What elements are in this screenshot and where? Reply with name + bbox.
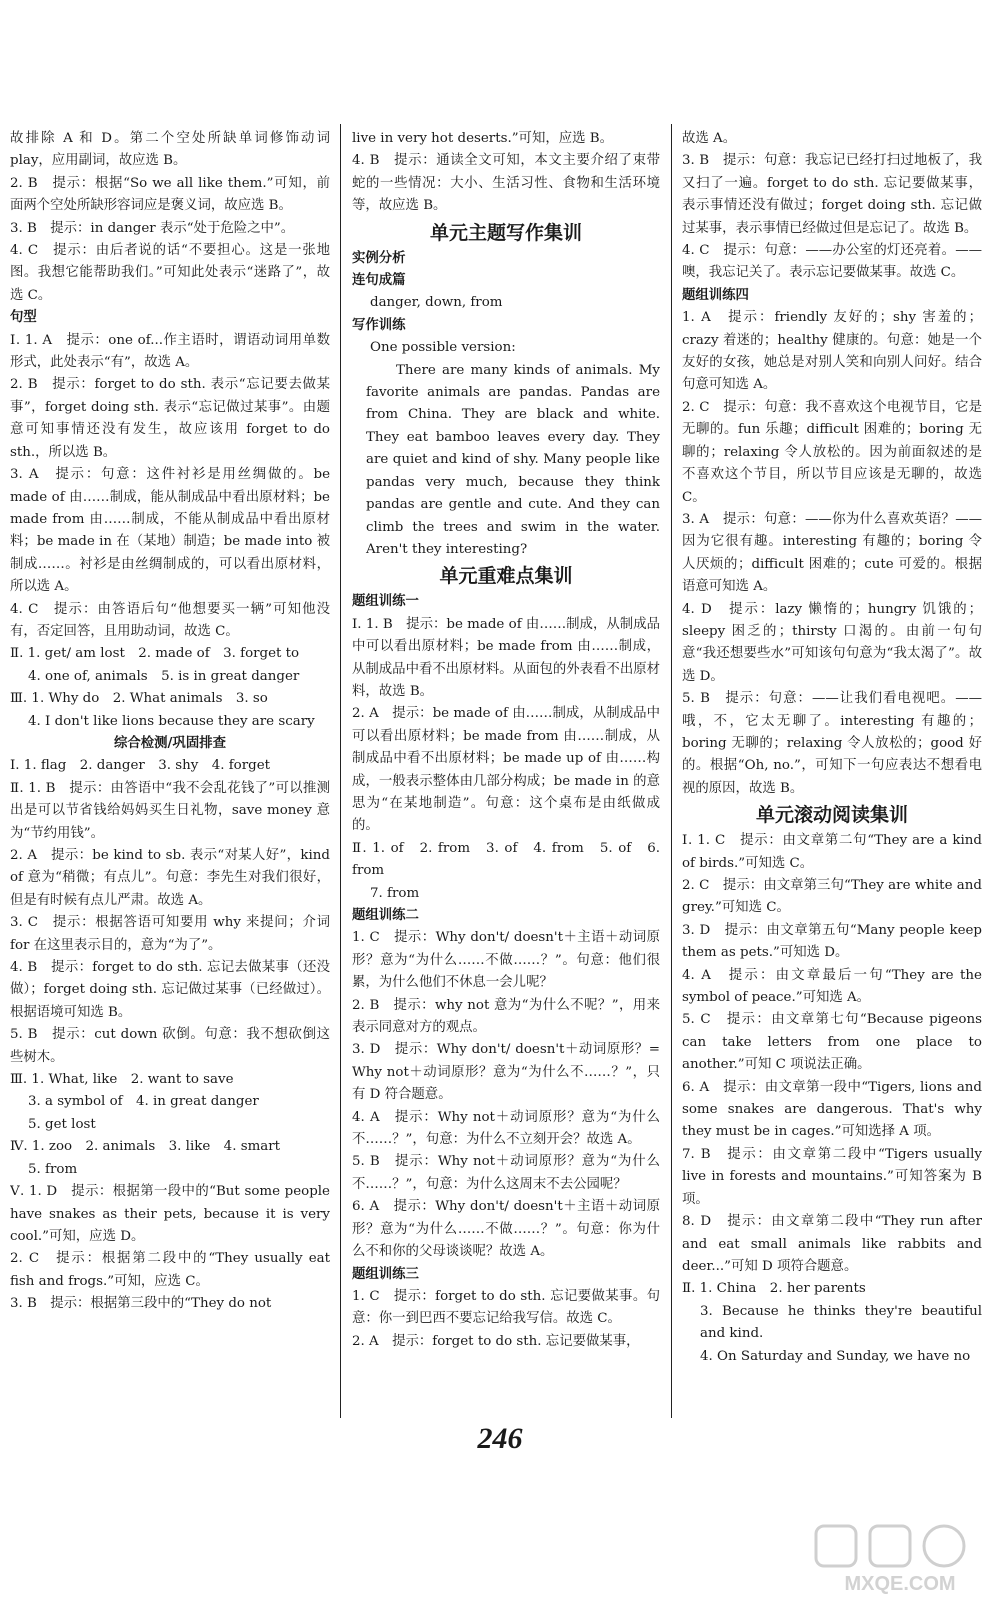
answer-item: Ⅱ. 1. of 2. from 3. of 4. from 5. of 6. from [352,840,660,879]
answer-line: 5. get lost [28,1116,96,1132]
column-left [10,128,330,1418]
answer-item: Ⅱ. 1. get/ am lost 2. made of 3. forget to [10,646,300,662]
answer-line: 7. from [370,885,420,901]
answer-line: danger, down, from [370,295,503,311]
answer-item: Ⅰ. 1. flag 2. danger 3. shy 4. forget [10,758,271,774]
column-middle [352,128,660,1418]
answer-line: 5. from [28,1161,78,1177]
answer-item: 3. D 提示：Why don't/ doesn't＋动词原形？= Why not＋动词原形？意为“为什么不……？”，只有 D 符合题意。 [352,1042,660,1103]
answer-item: 3. A 提示：句意：这件衬衫是用丝绸做的。be made of 由……制成，能从制成品中看出原材料；be made from 由……制成，不能从制成品中看出原材料；be made in 在（某地）制造；be made into 被制成……。衬衫是由丝绸制成的，可以看出原材料，所以选 A。 [10,467,330,595]
answer-item: 4. C 提示：由答语后句“他想要买一辆”可知他没有，否定回答，且用助动词，故选 C。 [10,601,330,639]
section-heading: 句型 [10,310,37,326]
answer-item: 2. B 提示：forget to do sth. 表示“忘记要去做某事”，forget doing sth. 表示“忘记做过某事”。由题意可知事情还没有发生，故应该用 forget to do sth.，所以选 B。 [10,377,330,460]
section-heading: 实例分析 [352,250,406,266]
answer-item: Ⅴ. 1. D 提示：根据第一段中的“But some people have snakes as their pets, because it is very cool.”可知，应选 D。 [10,1184,330,1244]
answer-item: 6. A 提示：由文章第一段中“Tigers, lions and some snakes are dangerous. That's why they must be in cages.”可知选择 A 项。 [682,1079,982,1140]
answer-item: 2. C 提示：句意：我不喜欢这个电视节目，它是无聊的。fun 乐趣；difficult 困难的；boring 无聊的；relaxing 令人放松的。因为前面叙述的是不喜欢这个节目，所以节目应该是无聊的，故选 C。 [682,399,982,505]
answer-item: 5. B 提示：句意：——让我们看电视吧。——哦，不，它太无聊了。interesting 有趣的；boring 无聊的；relaxing 令人放松的；good 好的。根据“Oh, no.”，可知下一句应表达不想看电视的原因，故选 B。 [682,691,982,796]
watermark-text: MXQE.COM [844,1573,956,1595]
answer-item: 6. A 提示：Why don't/ doesn't＋主语＋动词原形？意为“为什么……不做……？”。句意：你为什么不和你的父母谈谈呢？故选 A。 [352,1199,660,1260]
answer-item: 8. D 提示：由文章第二段中“They run after and eat small animals like rabbits and deer...”可知 D 项符合题意。 [682,1214,982,1274]
answer-item: 4. C 提示：由后者说的话“不要担心。这是一张地图。我想它能帮助我们。”可知此处表示“迷路了”，故选 C。 [10,243,330,303]
answer-line: 4. one of, animals 5. is in great danger [28,668,300,684]
section-heading: 题组训练四 [682,287,749,303]
answer-item: Ⅰ. 1. C 提示：由文章第二句“They are a kind of birds.”可知选 C。 [682,833,982,871]
answer-item: 3. B 提示：in danger 表示“处于危险之中”。 [10,220,295,236]
answer-item: 5. B 提示：cut down 砍倒。句意：我不想砍倒这些树木。 [10,1027,330,1065]
answer-item: 故选 A。 [682,131,737,146]
column-divider [340,124,341,1418]
section-title-reading: 单元滚动阅读集训 [755,804,908,827]
answer-item: 2. A 提示：be kind to sb. 表示“对某人好”，kind of 意为“稍微；有点儿”。句意：李先生对我们很好，但是有时候有点儿严肃。故选 A。 [10,848,330,908]
answer-item: 3. C 提示：根据答语可知要用 why 来提问；介词 for 在这里表示目的，意为“为了”。 [10,915,330,953]
answer-item: 3. B 提示：根据第三段中的“They do not [10,1296,272,1312]
answer-item: 3. D 提示：由文章第五句“Many people keep them as pets.”可知选 D。 [682,922,982,961]
answer-item: Ⅱ. 1. B 提示：由答语中“我不会乱花钱了”可以推测出是可以节省钱给妈妈买生日礼物，save money 意为“节约用钱”。 [10,780,330,841]
answer-item: Ⅲ. 1. Why do 2. What animals 3. so [10,691,268,707]
section-title-key-points: 单元重难点集训 [439,565,573,588]
sample-essay: There are many kinds of animals. My favorite animals are pandas. Pandas are from China. They are black and white. They eat bamboo leaves every day. They are quiet and kind of shy. Many people like pandas very much, because they think pandas are gentle and cute. And they can climb the trees and swim in the water. Aren't they interesting? [366,362,660,557]
answer-item: Ⅳ. 1. zoo 2. animals 3. like 4. smart [10,1139,281,1155]
section-heading: 综合检测/巩固排查 [113,735,226,751]
section-heading: 题组训练一 [352,594,419,610]
answer-item: 7. B 提示：由文章第二段中“Tigers usually live in forests and mountains.”可知答案为 B 项。 [682,1146,982,1207]
answer-item: 2. C 提示：根据第二段中的“They usually eat fish and frogs.”可知，应选 C。 [10,1251,330,1289]
answer-item: 3. A 提示：句意：——你为什么喜欢英语？——因为它很有趣。interesting 有趣的；boring 令人厌烦的；difficult 困难的；cute 可爱的。根据语意可知选 A。 [682,511,982,595]
answer-item: 5. B 提示：Why not＋动词原形？意为“为什么不……？”，句意：为什么这周末不去公园呢？ [352,1154,660,1192]
answer-item: 4. C 提示：句意：——办公室的灯还亮着。——噢，我忘记关了。表示忘记要做某事。故选 C。 [682,243,982,281]
answer-item: live in very hot deserts.”可知，应选 B。 [352,131,613,146]
answer-item: Ⅲ. 1. What, like 2. want to save [10,1072,234,1088]
answer-item: 4. D 提示：lazy 懒惰的；hungry 饥饿的；sleepy 困乏的；thirsty 口渴的。由前一句句意“我还想要些水”可知该句句意为“我太渴了”。故选 D。 [682,601,982,684]
answer-line: 4. I don't like lions because they are scary [28,713,315,729]
section-heading: 题组训练三 [352,1266,419,1282]
answer-item: 4. B 提示：forget to do sth. 忘记去做某事（还没做）；forget doing sth. 忘记做过某事（已经做过）。根据语境可知选 B。 [10,960,330,1020]
column-right [682,128,982,1418]
answer-line: 4. On Saturday and Sunday, we have no [700,1348,971,1364]
answer-item: 2. A 提示：forget to do sth. 忘记要做某事， [352,1333,640,1349]
answer-item: Ⅱ. 1. China 2. her parents [682,1281,866,1297]
section-title-writing: 单元主题写作集训 [429,221,582,244]
page-number: 246 [477,1422,523,1455]
answer-item: 1. C 提示：forget to do sth. 忘记要做某事。句意：你一到巴西不要忘记给我写信。故选 C。 [352,1288,660,1327]
answer-item: 4. A 提示：由文章最后一句“They are the symbol of peace.”可知选 A。 [682,967,982,1006]
answer-item: 3. B 提示：句意：我忘记已经打扫过地板了，我又扫了一遍。forget to do sth. 忘记要做某事，表示事情还没有做过；forget doing sth. 忘记做过某事，表示事情已经做过但是忘记了。故选 B。 [682,153,982,236]
answer-item: 5. C 提示：由文章第七句“Because pigeons can take letters from one place to another.”可知 C 项说法正确。 [682,1012,982,1073]
answer-item: 2. B 提示：why not 意为“为什么不呢？”，用来表示同意对方的观点。 [352,997,660,1036]
answer-line: 3. a symbol of 4. in great danger [28,1094,259,1110]
answer-item: 2. B 提示：根据“So we all like them.”可知，前面两个空处所缺形容词应是褒义词，故应选 B。 [10,175,330,214]
watermark-logo [812,1520,988,1596]
column-divider [671,124,672,1418]
answer-item: 2. A 提示：be made of 由……制成，从制成品中可以看出原材料；be made from 由……制成，从制成品中看不出原材料；be made up of 由……构成，一般表示整体由几部分构成；be made in 的意思为“在某地制造”。句意：这个桌布是由纸做成的。 [352,706,660,834]
watermark-logo-icon [812,1520,988,1596]
answer-item: 2. C 提示：由文章第三句“They are white and grey.”可知选 C。 [682,878,982,916]
section-heading: 连句成篇 [352,273,406,289]
section-heading: 题组训练二 [352,908,419,923]
answer-item: Ⅰ. 1. B 提示：be made of 由……制成，从制成品中可以看出原材料；be made from 由……制成，从制成品中看不出原材料。从面包的外表看不出原材料，故选 B。 [352,616,660,699]
answer-item: 4. A 提示：Why not＋动词原形？意为“为什么不……？”，句意：为什么不立刻开会？故选 A。 [352,1109,660,1148]
answer-item: 4. B 提示：通读全文可知，本文主要介绍了束带蛇的一些情况：大小、生活习性、食物和生活环境等，故应选 B。 [352,153,660,214]
answer-line: One possible version: [370,340,516,356]
answer-item: 1. A 提示：friendly 友好的；shy 害羞的；crazy 着迷的；healthy 健康的。句意：她是一个友好的女孩，她总是对别人笑和向别人问好。结合句意可知选 A。 [682,310,982,393]
answer-line: 3. Because he thinks they're beautiful and kind. [700,1303,982,1342]
answer-item: Ⅰ. 1. A 提示：one of...作主语时，谓语动词用单数形式，此处表示“有”，故选 A。 [10,332,330,371]
section-heading: 写作训练 [352,317,406,333]
answer-item: 1. C 提示：Why don't/ doesn't＋主语＋动词原形？意为“为什么……不做……？”。句意：他们很累，为什么他们不休息一会儿呢？ [352,930,660,991]
answer-item: 故排除 A 和 D。第二个空处所缺单词修饰动词 play，应用副词，故应选 B。 [10,131,330,169]
